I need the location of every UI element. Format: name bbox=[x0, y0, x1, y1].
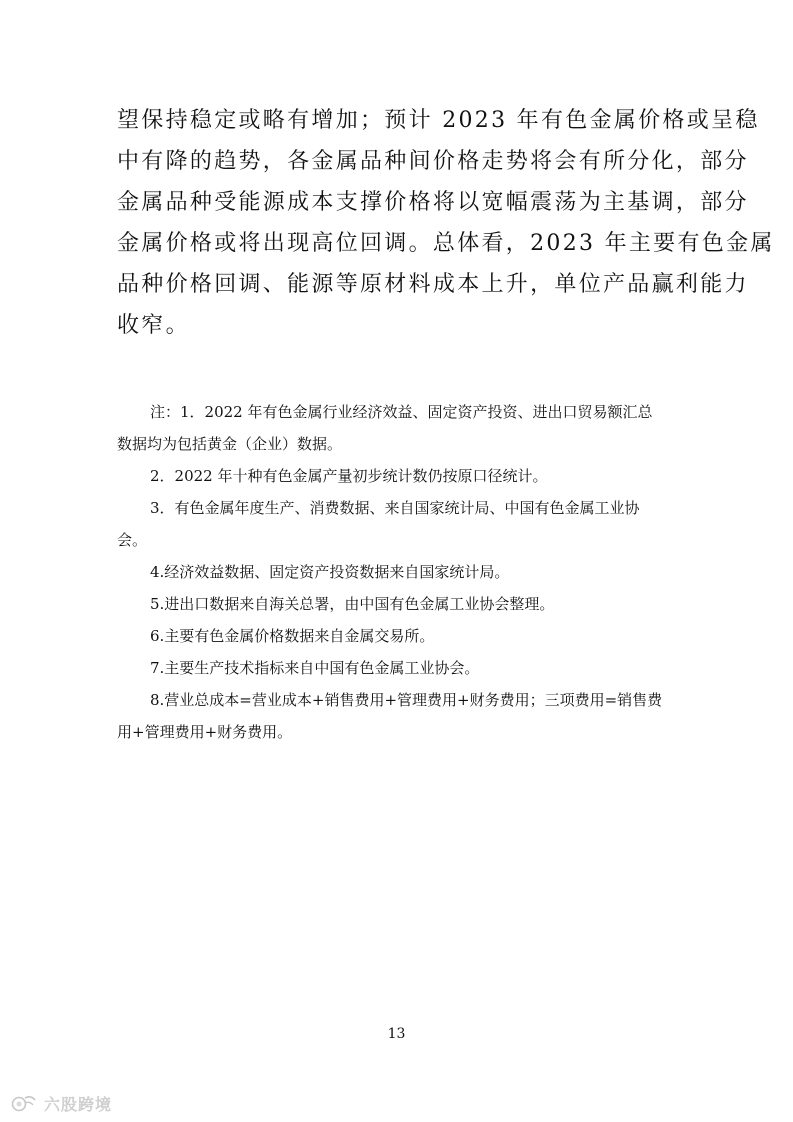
note-line: 4.经济效益数据、固定资产投资数据来自国家统计局。 bbox=[150, 563, 510, 581]
note-line: 5.进出口数据来自海关总署，由中国有色金属工业协会整理。 bbox=[150, 595, 555, 613]
watermark-text: 六股跨境 bbox=[44, 1094, 113, 1114]
note-line: 会。 bbox=[117, 531, 148, 549]
note-line: 用+管理费用+财务费用。 bbox=[117, 723, 293, 741]
body-line: 品种价格回调、能源等原材料成本上升，单位产品赢利能力 bbox=[117, 272, 749, 297]
body-paragraph bbox=[117, 100, 775, 346]
body-line: 中有降的趋势，各金属品种间价格走势将会有所分化，部分 bbox=[117, 149, 749, 174]
note-line: 8.营业总成本=营业成本+销售费用+管理费用+财务费用；三项费用=销售费 bbox=[150, 691, 663, 709]
sixgu-logo-icon bbox=[10, 1092, 38, 1114]
note-line: 7.主要生产技术指标来自中国有色金属工业协会。 bbox=[150, 659, 480, 677]
note-line: 3．有色金属年度生产、消费数据、来自国家统计局、中国有色金属工业协 bbox=[150, 499, 640, 517]
body-line: 望保持稳定或略有增加；预计 2023 年有色金属价格或呈稳 bbox=[117, 108, 760, 133]
page-number: 13 bbox=[387, 1026, 406, 1042]
body-line: 收窄。 bbox=[117, 313, 190, 338]
note-line: 注：1．2022 年有色金属行业经济效益、固定资产投资、进出口贸易额汇总 bbox=[150, 403, 653, 421]
body-line: 金属价格或将出现高位回调。总体看，2023 年主要有色金属 bbox=[117, 231, 775, 256]
body-line: 金属品种受能源成本支撑价格将以宽幅震荡为主基调，部分 bbox=[117, 190, 749, 215]
note-line: 6.主要有色金属价格数据来自金属交易所。 bbox=[150, 627, 435, 645]
note-line: 数据均为包括黄金（企业）数据。 bbox=[117, 435, 343, 453]
note-line: 2．2022 年十种有色金属产量初步统计数仍按原口径统计。 bbox=[150, 467, 548, 485]
watermark bbox=[10, 1090, 112, 1116]
notes-section bbox=[117, 396, 692, 748]
